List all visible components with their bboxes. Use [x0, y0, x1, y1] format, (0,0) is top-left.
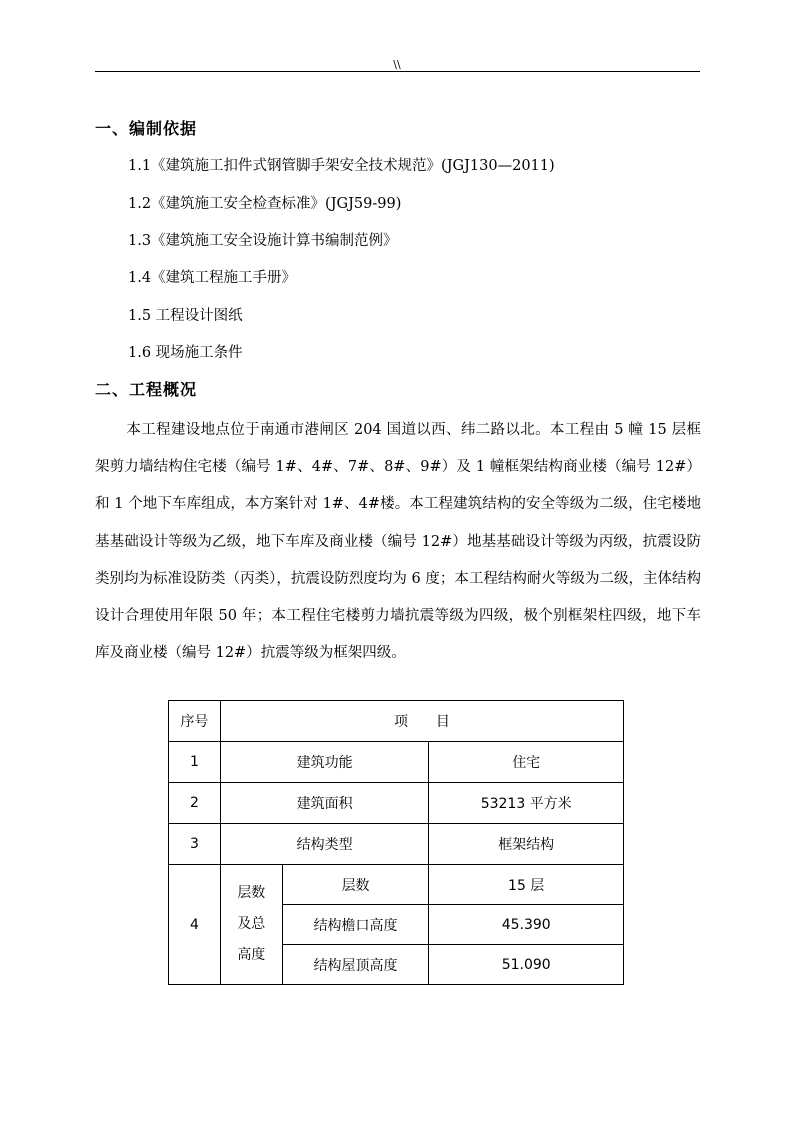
row-value: 框架结构 [429, 824, 624, 865]
row-seq: 2 [169, 783, 221, 824]
table-row [169, 865, 624, 905]
sub-value: 45.390 [429, 905, 624, 945]
project-info-table [168, 700, 624, 985]
basis-item-6: 1.6 现场施工条件 [128, 345, 243, 361]
section-1-heading: 一、编制依据 [95, 119, 198, 138]
row-value: 住宅 [429, 742, 624, 783]
basis-item-1: 1.1《建筑施工扣件式钢管脚手架安全技术规范》(JGJ130—2011) [128, 158, 555, 174]
row-seq: 1 [169, 742, 221, 783]
sub-item: 结构檐口高度 [282, 905, 429, 945]
group-label [220, 865, 282, 985]
table-row [169, 742, 624, 783]
sub-value: 15 层 [429, 865, 624, 905]
basis-item-2: 1.2《建筑施工安全检查标准》(JGJ59-99) [128, 196, 402, 212]
group-label-line: 及总 [237, 916, 266, 932]
group-label-line: 高度 [237, 947, 266, 963]
header-seq: 序号 [169, 701, 221, 742]
row-seq: 3 [169, 824, 221, 865]
group-label-line: 层数 [237, 885, 266, 901]
table-row [169, 824, 624, 865]
sub-item: 层数 [282, 865, 429, 905]
group-seq: 4 [169, 865, 221, 985]
row-item: 建筑功能 [220, 742, 428, 783]
row-item: 建筑面积 [220, 783, 428, 824]
row-value: 53213 平方米 [429, 783, 624, 824]
project-overview-paragraph [95, 412, 701, 672]
page-header-mark: \\ [393, 58, 401, 71]
section-2-heading: 二、工程概况 [95, 380, 198, 399]
row-item: 结构类型 [220, 824, 428, 865]
sub-value: 51.090 [429, 945, 624, 985]
sub-item: 结构屋顶高度 [282, 945, 429, 985]
basis-item-4: 1.4《建筑工程施工手册》 [128, 270, 297, 286]
basis-item-5: 1.5 工程设计图纸 [128, 308, 243, 324]
basis-item-3: 1.3《建筑施工安全设施计算书编制范例》 [128, 233, 398, 249]
table-header-row [169, 701, 624, 742]
header-item: 项 目 [220, 701, 623, 742]
project-overview-text: 本工程建设地点位于南通市港闸区 204 国道以西、纬二路以北。本工程由 5 幢 15 层框架剪力墙结构住宅楼（编号 1#、4#、7#、8#、9#）及 1 幢框架结构商业楼（编号 12#）和 1 个地下车库组成，本方案针对 1#、4#楼。本工程建筑结构的安全等级为二级，住宅楼地基基础设计等级为乙级，地下车库及商业楼（编号 12#）地基基础设计等级为丙级，抗震设防类别均为标准设防类（丙类），抗震设防烈度均为 6 度；本工程结构耐火等级为二级，主体结构设计合理使用年限 50 年；本工程住宅楼剪力墙抗震等级为四级，极个别框架柱四级，地下车库及商业楼（编号 12#）抗震等级为框架四级。 [95, 422, 701, 662]
header-rule [95, 71, 700, 72]
table-row [169, 783, 624, 824]
